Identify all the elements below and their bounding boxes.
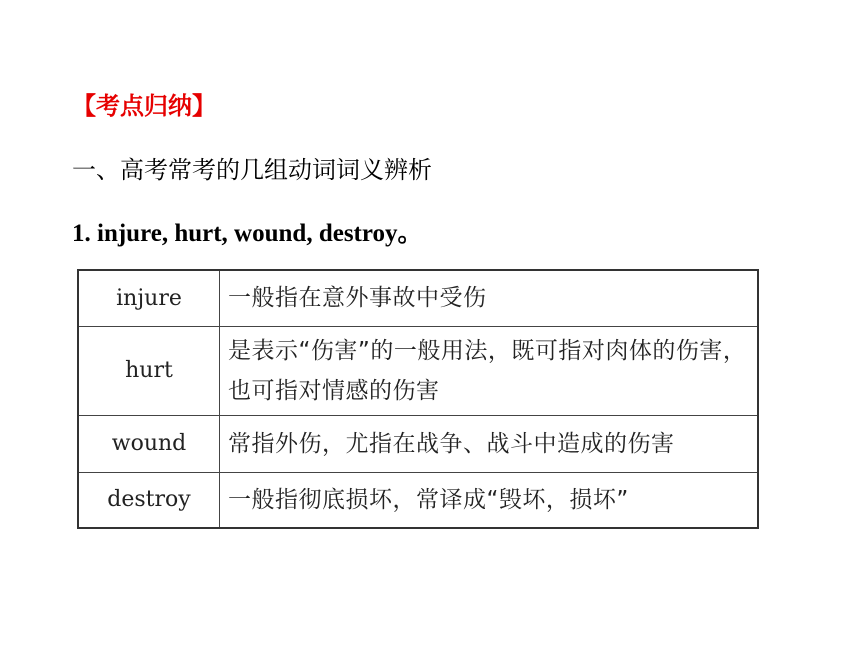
- table-row: [78, 472, 758, 528]
- word-cell: hurt: [78, 326, 220, 415]
- table-row: [78, 326, 758, 415]
- section-title: 一、高考常考的几组动词词义辨析: [72, 156, 432, 184]
- vocabulary-table: [77, 269, 759, 529]
- definition-cell: 一般指彻底损坏，常译成“毁坏，损坏”: [220, 472, 759, 528]
- definition-cell: 是表示“伤害”的一般用法，既可指对肉体的伤害，也可指对情感的伤害: [220, 326, 759, 415]
- word-group-subtitle: 1. injure, hurt, wound, destroy。: [72, 220, 423, 247]
- definition-cell: 一般指在意外事故中受伤: [220, 270, 759, 326]
- word-cell: destroy: [78, 472, 220, 528]
- page-heading: 【考点归纳】: [72, 92, 216, 120]
- table-row: [78, 415, 758, 472]
- definition-cell: 常指外伤，尤指在战争、战斗中造成的伤害: [220, 415, 759, 472]
- word-cell: wound: [78, 415, 220, 472]
- word-cell: injure: [78, 270, 220, 326]
- table-row: [78, 270, 758, 326]
